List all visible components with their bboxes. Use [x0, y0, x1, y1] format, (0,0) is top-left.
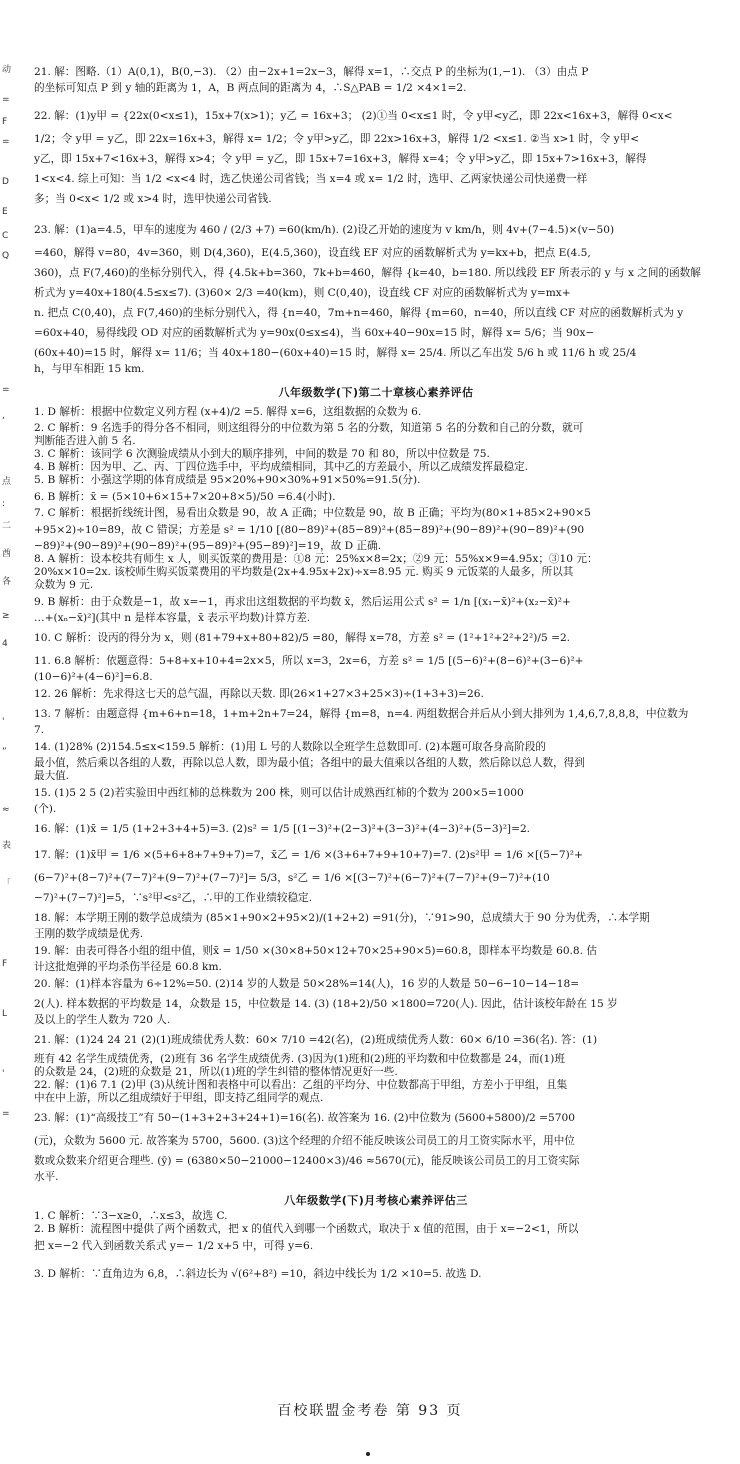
text-line: 7. C 解析：根据折线统计图，易看出众数是 90，故 A 正确；中位数是 90，故 B 正确；平均为(80×1+85×2+90×5: [34, 507, 591, 519]
text-line: 的众数是 24，(2)班的众数是 21，所以(1)班的学生纠错的整体情况更好一些.: [34, 1066, 398, 1078]
text-line: 12. 26 解析：先求得这七天的总气温，再除以天数. 即(26×1+27×3+25×3)÷(1+3+3)=26.: [34, 688, 484, 700]
margin-fragment: F: [2, 959, 8, 969]
text-line: 8. A 解析：设本校共有师生 x 人，则买饭菜的费用是：①8 元：25%x×8=2x；②9 元：55%x×9=4.95x；③10 元：: [34, 553, 598, 565]
text-line: 计这批炮弹的平均杀伤半径是 60.8 km.: [34, 961, 222, 973]
margin-fragment: ≥: [2, 611, 10, 621]
margin-fragment: :: [2, 499, 6, 509]
text-line: 5. B 解析：小强这学期的体育成绩是 95×20%+90×30%+91×50%=91.5(分).: [34, 474, 421, 486]
margin-fragment: F: [2, 117, 8, 127]
spacer: [34, 95, 718, 103]
text-line: 把 x=−2 代入到函数关系式 y=− 1/2 x+5 中，可得 y=6.: [34, 1240, 314, 1252]
text-line: 22. 解：(1)6 7.1 (2)甲 (3)从统计图和表格中可以看出：乙组的平均分、中位数都高于甲组，方差小于甲组，且集: [34, 1079, 568, 1091]
margin-fragment: 4: [2, 639, 8, 649]
text-line: (60x+40)=15 时，解得 x= 11/6；当 40x+180−(60x+40)=15 时，解得 x= 25/4. 所以乙车出发 5/6 h 或 11/6 h 或 25/4: [34, 347, 637, 359]
text-line: (6−7)²+(8−7)²+(7−7)²+(9−7)²+(7−7)²]= 5/3，s²乙 = 1/6 ×[(3−7)²+(6−7)²+(7−7)²+(9−7)²+(10: [34, 872, 550, 884]
spacer: [34, 376, 718, 384]
text-line: 7.: [34, 724, 45, 736]
text-line: 最大值.: [34, 770, 70, 782]
margin-fragment: E: [2, 207, 8, 217]
margin-fragment: =: [2, 1109, 10, 1119]
margin-fragment: =: [2, 137, 10, 147]
text-line: 众数为 9 元.: [34, 579, 94, 591]
text-line: −89)²+(90−89)²+(90−89)²+(95−89)²+(95−89)²]=19，故 D 正确.: [34, 540, 382, 552]
text-line: 最小值，然后乘以各组的人数，再除以总人数，即为最小值；各组中的最大值乘以各组的人数，然后除以总人数，得到: [34, 757, 585, 769]
text-line: 16. 解：(1)x̄ = 1/5 (1+2+3+4+5)=3. (2)s² = 1/5 [(1−3)²+(2−3)²+(3−3)²+(4−3)²+(5−3)²]=2.: [34, 823, 531, 835]
text-line: 数或众数来介绍更合理些. (ȳ) = (6380×50−21000−12400×3)/46 ≈5670(元)，能反映该公司员工的月工资实际: [34, 1155, 580, 1167]
text-line: 多；当 0<x< 1/2 或 x>4 时，选甲快递公司省钱.: [34, 193, 272, 205]
spacer: [34, 1256, 718, 1264]
margin-fragment: =: [2, 385, 10, 395]
text-line: (个).: [34, 803, 57, 815]
margin-fragment: 各: [2, 577, 12, 587]
text-line: 1. D 解析：根据中位数定义列方程 (x+4)/2 =5. 解得 x=6，这组数据的众数为 6.: [34, 406, 422, 418]
text-line: =460，解得 v=80，4v=360，则 D(4,360)，E(4.5,360)，设直线 EF 对应的函数解析式为 y=kx+b，把点 E(4.5,: [34, 247, 591, 259]
margin-fragment: 二: [2, 521, 12, 531]
text-line: 1<x<4. 综上可知：当 1/2 <x<4 时，选乙快递公司省钱；当 x=4 或 x= 1/2 时，选甲、乙两家快递公司快递费一样: [34, 173, 588, 185]
text-line: 14. (1)28% (2)154.5≤x<159.5 解析：(1)用 L 号的人数除以全班学生总数即可. (2)本题可取各身高阶段的: [34, 741, 547, 753]
text-line: 班有 42 名学生成绩优秀，(2)班有 36 名学生成绩优秀. (3)因为(1)班和(2)班的平均数和中位数都是 24，而(1)班: [34, 1053, 566, 1065]
page-footer: 百校联盟金考卷 第 93 页: [277, 1403, 463, 1419]
text-line: 18. 解：本学期王刚的数学总成绩为 (85×1+90×2+95×2)/(1+2+2) =91(分)，∵91>90，总成绩大于 90 分为优秀，∴本学期: [34, 912, 650, 924]
text-line: n. 把点 C(0,40)，点 F(7,460)的坐标分别代入，得 {n=40，7m+n=460，解得 {m=60，n=40，所以直线 CF 对应的函数解析式为 y: [34, 307, 684, 319]
margin-fragment: Q: [2, 251, 10, 261]
margin-fragment: ,: [2, 411, 5, 421]
text-line: 水平.: [34, 1171, 59, 1183]
text-line: 3. D 解析：∵直角边为 6,8，∴斜边长为 √(6²+8²) =10，斜边中线长为 1/2 ×10=5. 故选 D.: [34, 1268, 482, 1280]
text-line: 及以上的学生人数为 720 人.: [34, 1014, 171, 1026]
text-line: 6. B 解析：x̄ = (5×10+6×15+7×20+8×5)/50 =6.4(小时).: [34, 491, 336, 503]
margin-fragment: 表: [2, 841, 12, 851]
text-line: 王刚的数学成绩是优秀.: [34, 928, 144, 940]
text-line: 4. B 解析：因为甲、乙、丙、丁四位选手中，平均成绩相同，其中乙的方差最小，所以乙成绩发挥最稳定.: [34, 461, 529, 473]
bottom-dot: [366, 1452, 370, 1456]
text-line: h，与甲车相距 15 km.: [34, 363, 145, 375]
text-line: 9. B 解析：由于众数是−1，故 x=−1，再求出这组数据的平均数 x̄，然后运用公式 s² = 1/n [(x₁−x̄)²+(x₂−x̄)²+: [34, 596, 571, 608]
text-line: 2(人). 样本数据的平均数是 14，众数是 15，中位数是 14. (3) (18+2)/50 ×1800=720(人). 因此，估计该校年龄在 15 岁: [34, 998, 618, 1010]
text-line: 3. C 解析：该同学 6 次测验成绩从小到大的顺序排列，中间的数是 70 和 80，所以中位数是 75.: [34, 448, 490, 460]
text-line: y乙，即 15x+7<16x+3，解得 x>4；令 y甲 = y乙，即 15x+7=16x+3，解得 x=4；令 y甲>y乙，即 15x+7>16x+3，解得: [34, 153, 647, 165]
text-line: 析式为 y=40x+180(4.5≤x≤7). (3)60× 2/3 =40(km)，则 C(0,40)，设直线 CF 对应的函数解析式为 y=mx+: [34, 287, 571, 299]
text-line: 的坐标可知点 P 到 y 轴的距离为 1，A，B 两点间的距离为 4，∴S△PAB = 1/2 ×4×1=2.: [34, 82, 467, 94]
text-line: 21. 解：(1)24 24 21 (2)(1)班成绩优秀人数：60× 7/10 =42(名)，(2)班成绩优秀人数：60× 6/10 =36(名). 答：(1): [34, 1034, 598, 1046]
margin-fragment: ”: [2, 747, 7, 757]
text-line: 1/2；令 y甲 = y乙，即 22x=16x+3，解得 x= 1/2；令 y甲>y乙，即 22x>16x+3，解得 1/2 <x≤1. ②当 x>1 时，令 y甲<: [34, 133, 640, 145]
margin-fragment: =: [2, 95, 10, 105]
text-line: 21. 解：图略.（1）A(0,1)，B(0,−3). （2）由−2x+1=2x−3，解得 x=1，∴交点 P 的坐标为(1,−1). （3）由点 P: [34, 66, 589, 78]
text-line: 23. 解：(1)“高级技工”有 50−(1+3+2+3+24+1)=16(名). 故答案为 16. (2)中位数为 (5600+5800)/2 =5700: [34, 1112, 575, 1124]
text-line: 中在中上游，所以乙组成绩好于甲组，即支持乙组同学的观点.: [34, 1092, 324, 1104]
text-line: 13. 7 解析：由题意得 {m+6+n=18，1+m+2n+7=24，解得 {m=8，n=4. 两组数据合并后从小到大排列为 1,4,6,7,8,8,8，中位数为: [34, 708, 689, 720]
text-line: 11. 6.8 解析：依题意得：5+8+x+10+4=2x×5，所以 x=3，2x=6，方差 s² = 1/5 [(5−6)²+(8−6)²+(3−6)²+: [34, 655, 584, 667]
margin-fragment: ≈: [2, 805, 10, 815]
answer-page: [34, 62, 718, 1284]
text-line: (10−6)²+(4−6)²]=6.8.: [34, 671, 153, 683]
text-line: −7)²+(7−7)²]=5，∵s²甲<s²乙，∴甲的工作业绩较稳定.: [34, 892, 313, 904]
margin-fragment: D: [2, 177, 9, 187]
margin-fragment: 点: [2, 477, 12, 487]
text-line: 22. 解：(1)y甲 = {22x(0<x≤1)，15x+7(x>1)；y乙 = 16x+3； (2)①当 0<x≤1 时，令 y甲<y乙，即 22x<16x+3，解得 0<x<: [34, 110, 673, 122]
section-title: 八年级数学(下)第二十章核心素养评估: [278, 386, 474, 399]
spacer: [34, 209, 718, 217]
text-line: 20%x×10=2x. 该校师生购买饭菜费用的平均数是(2x+4.95x+2x)÷x=8.95 元. 购买 9 元饭菜的人最多，所以其: [34, 566, 574, 578]
text-line: =60x+40，易得线段 OD 对应的函数解析式为 y=90x(0≤x≤4)，当 60x+40−90x=15 时，解得 x= 5/6；当 90x−: [34, 327, 595, 339]
text-line: +95×2)÷10=89，故 C 错误；方差是 s² = 1/10 [(80−89)²+(85−89)²+(85−89)²+(90−89)²+(90−89)²+(90: [34, 524, 585, 536]
text-line: 15. (1)5 2 5 (2)若实验田中西红柿的总株数为 200 株，则可以估计成熟西红柿的个数为 200×5=1000: [34, 787, 524, 799]
text-line: 23. 解：(1)a=4.5，甲车的速度为 460 / (2/3 +7) =60(km/h). (2)设乙开始的速度为 v km/h，则 4v+(7−4.5)×(v−50): [34, 224, 615, 236]
margin-fragment: 「: [2, 879, 12, 889]
left-margin-fragments: [0, 0, 22, 1464]
text-line: 2. C 解析：9 名选手的得分各不相同，则这组得分的中位数为第 5 名的分数，知道第 5 名的分数和自己的分数，就可: [34, 422, 584, 434]
margin-fragment: C: [2, 231, 9, 241]
text-line: 20. 解：(1)样本容量为 6÷12%=50. (2)14 岁的人数是 50×28%=14(人)，16 岁的人数是 50−6−10−14−18=: [34, 978, 580, 990]
text-line: 19. 解：由表可得各小组的组中值，则x̄ = 1/50 ×(30×8+50×12+70×25+90×5)=60.8，即样本平均数是 60.8. 估: [34, 945, 597, 957]
text-line: 10. C 解析：设丙的得分为 x，则 (81+79+x+80+82)/5 =80，解得 x=78，方差 s² = (1²+1²+2²+2²)/5 =2.: [34, 632, 571, 644]
text-line: …+(xₙ−x̄)²](其中 n 是样本容量，x̄ 表示平均数)计算方差.: [34, 612, 311, 624]
section-title: 八年级数学(下)月考核心素养评估三: [284, 1194, 468, 1207]
text-line: 判断能否进入前 5 名.: [34, 435, 136, 447]
text-line: 1. C 解析：∵3−x≥0，∴x≤3，故选 C.: [34, 1210, 228, 1222]
text-line: (元)，众数为 5600 元. 故答案为 5700，5600. (3)这个经理的介绍不能反映该公司员工的月工资实际水平，用中位: [34, 1135, 575, 1147]
margin-fragment: ': [2, 1069, 5, 1079]
text-line: 2. B 解析：流程图中提供了两个函数式，把 x 的值代入到哪一个函数式，取决于 x 值的范围，由于 x=−2<1，所以: [34, 1223, 579, 1235]
margin-fragment: 酋: [2, 549, 12, 559]
text-line: 17. 解：(1)x̄甲 = 1/6 ×(5+6+8+7+9+7)=7，x̄乙 = 1/6 ×(3+6+7+9+10+7)=7. (2)s²甲 = 1/6 ×[(5−7)²+: [34, 849, 583, 861]
text-line: 360)，点 F(7,460)的坐标分别代入，得 {4.5k+b=360，7k+b=460，解得 {k=40，b=180. 所以线段 EF 所表示的 y 与 x 之间的函数解: [34, 267, 701, 279]
spacer: [34, 1184, 718, 1192]
margin-fragment: ': [2, 717, 5, 727]
margin-fragment: L: [2, 1009, 8, 1019]
margin-fragment: 动: [2, 65, 12, 75]
